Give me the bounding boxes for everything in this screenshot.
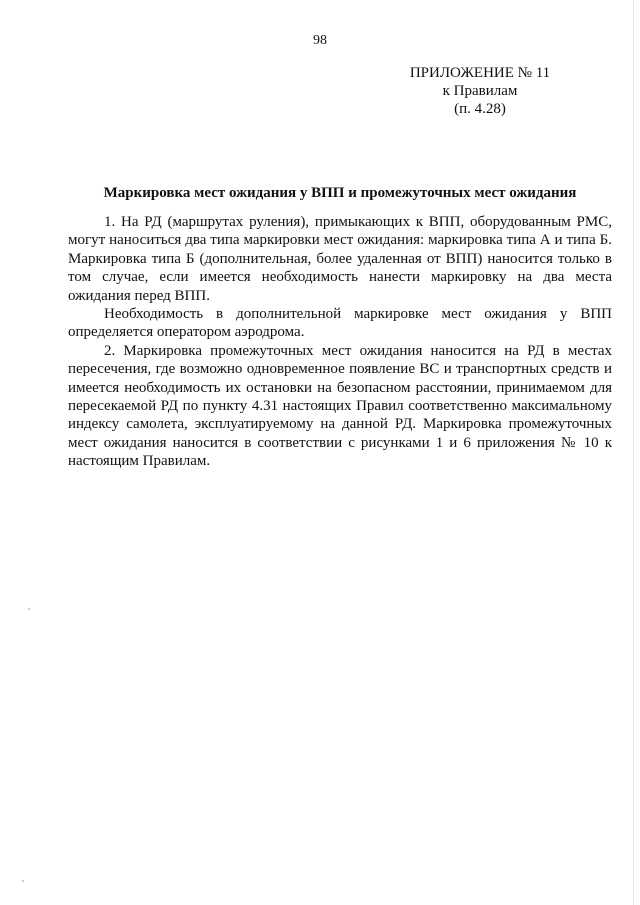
annex-clause-ref: (п. 4.28) (454, 101, 506, 117)
annex-rules-ref: к Правилам (442, 83, 518, 99)
page-number: 98 (313, 33, 327, 48)
paragraph-1: 1. На РД (маршрутах руления), примыкающих к ВПП, оборудованным РМС, могут наноситься два типа маркировки мест ожидания: маркировка типа А и типа Б. Маркировка типа Б (дополнительная, более удаленная от ВПП) наносится только в том случае, если имеется необходимость нанести маркировку на два места ожидания перед ВПП. (68, 214, 612, 304)
document-body (68, 213, 612, 471)
scan-speck (28, 608, 30, 610)
annex-number: ПРИЛОЖЕНИЕ № 11 (409, 65, 551, 81)
annex-header (388, 64, 572, 118)
paragraph-3: 2. Маркировка промежуточных мест ожидания наносится на РД в местах пересечения, где возможно одновременное появление ВС и транспортных средств и имеется необходимость их остановки на безопасном расстоянии, принимаемом для пересекаемой РД по пункту 4.31 настоящих Правил соответственно максимальному индексу самолета, эксплуатируемому на данной РД. Маркировка промежуточных мест ожидания наносится в соответствии с рисунками 1 и 6 приложения № 10 к настоящим Правилам. (68, 342, 612, 470)
paragraph-2: Необходимость в дополнительной маркировке мест ожидания у ВПП определяется оператором аэродрома. (68, 306, 612, 341)
scan-edge-line (633, 0, 634, 905)
document-title: Маркировка мест ожидания у ВПП и промежуточных мест ожидания (103, 185, 577, 201)
scan-speck (22, 880, 24, 882)
